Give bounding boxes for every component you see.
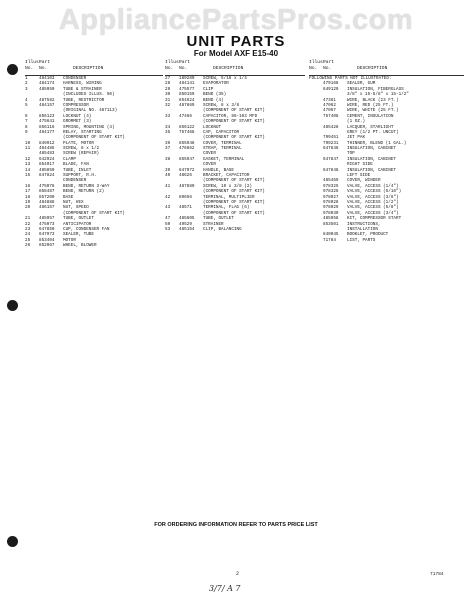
part-number: 484174 — [39, 81, 55, 87]
illus-number: 43 — [165, 205, 171, 211]
part-description: VALVE, ACCESS (1/4") — [347, 183, 399, 189]
part-number: 647846 — [323, 146, 339, 152]
parts-column-2 — [165, 60, 305, 232]
part-number: 757408 — [323, 113, 339, 119]
part-number: 487880 — [179, 183, 195, 189]
illus-number: 2 — [25, 81, 28, 87]
illus-number: 11 — [25, 146, 31, 152]
part-number: 850159 — [179, 92, 195, 98]
illus-number: 50 — [165, 221, 171, 227]
part-number: 47062 — [323, 102, 336, 108]
part-description: SCREW, 5/16 x 1/4 — [203, 76, 247, 81]
document-id: 71784 — [430, 572, 444, 577]
illus-number: 53 — [165, 226, 171, 232]
part-number: 71784 — [323, 237, 336, 243]
part-description: EVAPORATOR — [203, 81, 229, 87]
part-description: CONDENSER — [63, 178, 87, 184]
illus-number: 7 — [25, 119, 28, 125]
part-description: (COMPONENT OF START KIT) — [63, 210, 125, 216]
header-description: DESCRIPTION — [213, 66, 244, 71]
illus-number: 1 — [25, 76, 28, 81]
part-description: SEALER, GUM — [347, 81, 376, 87]
part-description: BLADE, FAN — [63, 162, 89, 168]
part-description: CAPACITOR, 86-103 MFD — [203, 113, 258, 119]
part-number: 647973 — [39, 232, 55, 238]
part-description: HANDLE, BASE — [203, 167, 234, 173]
part-description: COMPRESSOR — [63, 102, 89, 108]
model-line: For Model AXF E15-40 — [193, 49, 279, 58]
part-description: INSTALLATION — [347, 226, 378, 232]
part-number: 485950 — [39, 86, 55, 92]
part-description: LOCKNUT — [203, 124, 222, 130]
part-number: 485154 — [179, 226, 195, 232]
binder-hole — [7, 536, 18, 547]
part-description: SCREW, 10 x 3/8 (2) — [203, 183, 252, 189]
part-description: COVER — [203, 151, 216, 157]
illus-number: 30 — [165, 92, 171, 98]
illus-number: 36 — [165, 140, 171, 146]
part-number: 647850 — [39, 226, 55, 232]
header-description: DESCRIPTION — [73, 66, 104, 71]
part-description: BASE — [63, 194, 74, 200]
part-description: SCREW, 8 x 1/2 — [63, 146, 100, 152]
part-description: BEND (4) — [203, 97, 224, 103]
column-header — [25, 60, 163, 76]
not-illustrated-heading: FOLLOWING PARTS NOT ILLUSTRATED: — [309, 76, 392, 81]
part-number: 978326 — [323, 189, 339, 195]
part-description: SEALER, TUBE — [63, 232, 94, 238]
illus-number: 22 — [25, 221, 31, 227]
column-header — [165, 60, 305, 76]
part-number: 484157 — [39, 102, 55, 108]
illus-number: 14 — [25, 167, 31, 173]
part-description: (COMPONENT OF START KIT) — [203, 178, 265, 184]
part-description: CAP, CAPACITOR — [203, 129, 240, 135]
illus-number: 13 — [25, 162, 31, 168]
parts-list — [165, 76, 305, 232]
part-number: 479168 — [323, 81, 339, 87]
part-number: 642924 — [39, 156, 55, 162]
part-description: PLATE, MOTOR — [63, 140, 94, 146]
part-description: THINNER, BLEND (1 GAL.) — [347, 140, 407, 146]
header-part: Part — [179, 60, 191, 65]
part-description: VALVE, ACCESS (5/16") — [347, 189, 402, 195]
part-row — [25, 243, 163, 248]
part-number: 799451 — [323, 135, 339, 141]
part-description: GROMMET (3) — [63, 119, 92, 125]
column-header — [309, 60, 464, 76]
part-number: 484177 — [39, 129, 55, 135]
part-description: COVER, WINDER — [347, 178, 381, 184]
part-description: INSULATION, CABINET — [347, 167, 396, 173]
part-description: (COMPONENT OF START KIT) — [203, 119, 265, 125]
parts-list — [25, 76, 163, 249]
part-number: 485483 — [39, 151, 55, 157]
part-description: BEND, RETURN 3-WAY — [63, 183, 110, 189]
part-number: 855948 — [179, 140, 195, 146]
header-no: No. — [25, 66, 34, 71]
illus-number: 28 — [165, 81, 171, 87]
part-number: 856116 — [39, 124, 55, 130]
parts-column-1 — [25, 60, 163, 249]
illus-number: 18 — [25, 194, 31, 200]
part-number: 484141 — [179, 81, 195, 87]
part-number: 485958 — [323, 216, 339, 222]
part-description: CUP, CONDENSER FAN — [63, 226, 110, 232]
part-number: 485957 — [39, 216, 55, 222]
part-row — [165, 227, 305, 232]
part-description: GASKET, TERMINAL — [203, 156, 245, 162]
part-number: 858487 — [39, 189, 55, 195]
part-description: BRACKET, CAPACITOR — [203, 173, 250, 179]
illus-number: 40 — [165, 173, 171, 179]
illus-number: 35 — [165, 129, 171, 135]
header-part: Part — [39, 60, 51, 65]
part-description: JET PAK — [347, 135, 366, 141]
part-description: HARNESS, WIRING — [63, 81, 102, 87]
part-description: BOOKLET, PRODUCT — [347, 232, 389, 238]
illus-number: 24 — [25, 232, 31, 238]
illus-number: 25 — [25, 237, 31, 243]
part-description: BEND (35) — [203, 92, 227, 98]
part-description: INSTRUCTIONS, — [347, 221, 381, 227]
part-number: 847824 — [39, 173, 55, 179]
illus-number: 15 — [25, 173, 31, 179]
part-description: 3/8" x 15-5/8" x 15-1/2" — [347, 92, 409, 98]
illus-number: 10 — [25, 140, 31, 146]
ordering-note: FOR ORDERING INFORMATION REFER TO PARTS PRICE LIST — [154, 522, 318, 528]
part-description: WIRE, RED (25 FT.) — [347, 102, 394, 108]
part-number: 840045 — [323, 232, 339, 238]
part-description: COVER — [203, 162, 216, 168]
header-illus: Illus. — [309, 60, 326, 65]
part-number: 476662 — [179, 146, 195, 152]
part-description: VALVE, ACCESS (3/8") — [347, 194, 399, 200]
part-number: 978030 — [323, 210, 339, 216]
part-description: VALVE, ACCESS (1/2") — [347, 199, 399, 205]
part-description: NUT, SPEED — [63, 205, 89, 211]
part-number: 799231 — [323, 140, 339, 146]
part-description: KIT, COMPRESSOR START — [347, 216, 402, 222]
part-number: 475577 — [179, 86, 195, 92]
part-number: 978027 — [323, 194, 339, 200]
part-row — [309, 238, 464, 243]
part-description: ANTICIPATOR — [63, 221, 92, 227]
part-number: 978028 — [323, 199, 339, 205]
illus-number: 32 — [165, 102, 171, 108]
part-description: (COMPONENT OF START KIT) — [203, 210, 265, 216]
part-number: 484103 — [39, 76, 55, 81]
header-no: No. — [323, 66, 332, 71]
part-description: LEFT SIDE — [347, 173, 371, 179]
part-number: 486157 — [39, 205, 55, 211]
part-description: INSULATION, CABINET — [347, 146, 396, 152]
part-description: SCREW (REPAIR) — [63, 151, 100, 157]
illus-number: 4 — [25, 97, 28, 103]
part-description: WIRE, WHITE (25 FT.) — [347, 108, 399, 114]
part-number: 647847 — [323, 156, 339, 162]
part-number: 48626 — [179, 173, 192, 179]
part-number: 89656 — [179, 194, 192, 200]
part-number: 853404 — [39, 237, 55, 243]
part-number: 649129 — [323, 86, 339, 92]
header-no: No. — [179, 66, 188, 71]
illus-number: 31 — [165, 97, 171, 103]
part-description: CLAMP — [63, 156, 76, 162]
part-number: 852067 — [39, 243, 55, 249]
part-description: MOTOR — [63, 237, 76, 243]
illus-number: 34 — [165, 124, 171, 130]
part-number: 487869 — [179, 102, 195, 108]
binder-hole — [7, 300, 18, 311]
header-part: Part — [323, 60, 335, 65]
part-description: VALVE, ACCESS (3/4") — [347, 210, 399, 216]
illus-number: 47 — [165, 216, 171, 222]
header-illus: Illus. — [165, 60, 182, 65]
part-description: LOCKNUT (4) — [63, 113, 92, 119]
part-description: TERMINAL, FLAG (6) — [203, 205, 250, 211]
part-description: RIGHT SIDE — [347, 162, 373, 168]
illus-number: 33 — [165, 113, 171, 119]
part-description: CONDENSER — [63, 76, 87, 81]
part-description: INSULATION, CABINET — [347, 156, 396, 162]
illus-number: 8 — [25, 124, 28, 130]
part-number: 856122 — [179, 124, 195, 130]
part-description: WIRE, BLACK (23 FT.) — [347, 97, 399, 103]
illus-number: 38 — [165, 156, 171, 162]
part-number: 487582 — [39, 97, 55, 103]
part-number: 48571 — [179, 205, 192, 211]
illus-number: 37 — [165, 146, 171, 152]
illus-number: 19 — [25, 199, 31, 205]
part-description: TUBE, OUTLET — [203, 216, 234, 222]
part-description: (ORIGINAL NO. 487113) — [63, 108, 118, 114]
header-no: No. — [39, 66, 48, 71]
part-description: INSULATION, FIBERGLASS — [347, 86, 404, 92]
part-description: (COMPONENT OF START KIT) — [63, 135, 125, 141]
illus-number: 16 — [25, 183, 31, 189]
part-description: WHEEL, BLOWER — [63, 243, 97, 249]
part-description: TOP — [347, 151, 355, 157]
illus-number: 21 — [25, 216, 31, 222]
header-illus: Illus. — [25, 60, 42, 65]
illus-number: 42 — [165, 194, 171, 200]
illus-number: 17 — [25, 189, 31, 195]
part-description: CEMENT, INSULATION — [347, 113, 394, 119]
part-number: 475078 — [39, 183, 55, 189]
part-number: 647972 — [179, 167, 195, 173]
part-number: 484888 — [39, 199, 55, 205]
part-number: 47466 — [179, 113, 192, 119]
part-description: VALVE, ACCESS (5/8") — [347, 205, 399, 211]
illus-number: 9 — [25, 129, 28, 135]
part-number: 47361 — [323, 97, 336, 103]
part-description: TUBE, RESTRICTOR — [63, 97, 105, 103]
illus-number: 27 — [165, 76, 171, 81]
part-number: 854917 — [39, 162, 55, 168]
part-number: 485850 — [39, 167, 55, 173]
page-number: 2 — [236, 571, 240, 577]
part-number: 485605 — [179, 216, 195, 222]
part-description: (COMPONENT OF START KIT) — [203, 135, 265, 141]
part-description: TUBE, INLET — [63, 167, 92, 173]
part-number: 854624 — [179, 97, 195, 103]
header-no: No. — [165, 66, 174, 71]
part-description: (1 OZ.) — [347, 119, 366, 125]
part-description: (COMPONENT OF START KIT) — [203, 108, 265, 114]
part-number: 978325 — [323, 183, 339, 189]
part-description: CLIP, BALANCING — [203, 226, 242, 232]
part-description: TUBE & STRAINER — [63, 86, 102, 92]
illus-number: 3 — [25, 86, 28, 92]
part-number: 855947 — [179, 156, 195, 162]
part-number: 189280 — [179, 76, 195, 81]
part-number: 484486 — [39, 146, 55, 152]
part-description: COVER, TERMINAL — [203, 140, 242, 146]
part-description: (COMPONENT OF START KIT) — [203, 189, 265, 195]
part-number: 49529 — [179, 221, 192, 227]
part-description: SUPPORT, R.H. — [63, 173, 97, 179]
part-number: 47067 — [323, 108, 336, 114]
part-description: RELAY, STARTING — [63, 129, 102, 135]
part-number: 757468 — [179, 129, 195, 135]
part-number: 978029 — [323, 205, 339, 211]
part-number: 857200 — [39, 194, 55, 200]
part-description: SCREW, 8 x 3/8 — [203, 102, 240, 108]
part-number: 475641 — [39, 119, 55, 125]
part-number: 849912 — [39, 140, 55, 146]
part-number: 853501 — [323, 221, 339, 227]
binder-hole — [7, 64, 18, 75]
illus-number: 39 — [165, 167, 171, 173]
header-no: No. — [309, 66, 318, 71]
illus-number: 29 — [165, 86, 171, 92]
page-title: UNIT PARTS — [186, 33, 286, 50]
part-description: (COMPONENT OF START KIT) — [203, 199, 265, 205]
illus-number: 12 — [25, 156, 31, 162]
handwritten-note: 3/7/ A 7 — [209, 584, 241, 593]
part-description: (INCLUDES ILLUS. 50) — [63, 92, 115, 98]
part-number: 856123 — [39, 113, 55, 119]
part-description: SPRING, MOUNTING (4) — [63, 124, 115, 130]
part-number: 485428 — [323, 124, 339, 130]
parts-list — [309, 81, 464, 243]
part-description: STRAINER — [203, 221, 224, 227]
parts-column-3 — [309, 60, 464, 243]
part-description: STRAP, TERMINAL — [203, 146, 242, 152]
part-number: 485469 — [323, 178, 339, 184]
illus-number: 20 — [25, 205, 31, 211]
illus-number: 5 — [25, 102, 28, 108]
illus-number: 41 — [165, 183, 171, 189]
part-description: LACQUER, STARLIGHT — [347, 124, 394, 130]
illus-number: 6 — [25, 113, 28, 119]
illus-number: 26 — [25, 243, 31, 249]
part-description: BEND, RETURN (2) — [63, 189, 105, 195]
part-description: NUT, HEX — [63, 199, 84, 205]
header-description: DESCRIPTION — [357, 66, 388, 71]
site-watermark: AppliancePartsPros.com — [58, 4, 414, 36]
part-number: 475073 — [39, 221, 55, 227]
part-description: GREY (1/2 PT. UNCUT) — [347, 129, 399, 135]
illus-number: 23 — [25, 226, 31, 232]
part-description: LIST, PARTS — [347, 237, 376, 243]
part-description: CLIP — [203, 86, 214, 92]
part-description: TERMINAL, MULTIPLIER — [203, 194, 255, 200]
part-number: 647848 — [323, 167, 339, 173]
part-description: TUBE, OUTLET — [63, 216, 94, 222]
